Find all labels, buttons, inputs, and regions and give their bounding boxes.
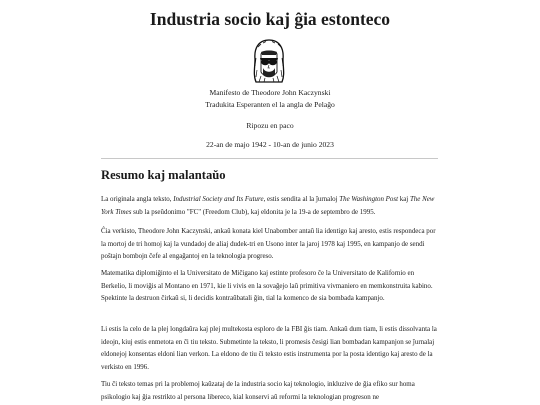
paragraph-topics: Tiu ĉi teksto temas pri la problemoj kaŭzataj de la industria socio kaj teknologio, inkluzive de ĝia efiko sur homa psikologio kaj ĝia restrikto al persona libereco, kial konservi aŭ reformi la teknologian progreson ne	[101, 380, 415, 401]
newspaper-title: The Washington Post	[339, 195, 398, 203]
paragraph-text: kaj	[398, 195, 410, 203]
newspaper-title: The New York Times	[101, 195, 435, 216]
status-line: Ripozu en paco	[246, 121, 294, 130]
paragraph-background: Matematika diplomiĝinto el la Universitato de Miĉigano kaj estinte profesoro ĉe la Universitato de Kalifornio en Berkelio, li moviĝis al Montano en 1971, kie li vivis en la sovaĝejo laŭ primitiva vivmaniero en memkonstruita kabino. Spektinte la destruon ĉirkaŭ si, li decidis kontraŭbatali ĝin, tial la komenco de sia bombada kampanjo.	[101, 269, 433, 303]
paragraph-text: sub la pseŭdonimo "FC" (Freedom Club), kaj eldonita je la 19-a de septembro de 1995.	[131, 207, 376, 216]
translation-line: Tradukita Esperanten el la angla de Pelaĝo	[205, 100, 335, 109]
section-heading: Resumo kaj malantaŭo	[101, 168, 226, 182]
paragraph-investigation: Li estis la celo de la plej longdaŭra kaj plej multekosta esploro de la FBI ĝis tiam. Ankaŭ dum tiam, li estis dissolvanta la ideojn, kiuj estis enmetota en ĉi tiu teksto. Submetinte la teksto, li promesis ĉesigi lian bombadan kampanjon se ĵurnalaj eldonejoj konsentas eldoni lian verkon. La eldono de tiu ĉi teksto estis instrumenta por la posta identigo kaj aresto de la verkisto en 1996.	[101, 325, 437, 371]
paragraph-origin	[101, 193, 441, 218]
author-line: Manifesto de Theodore John Kaczynski	[209, 88, 331, 97]
paragraph-text: La originala angla teksto,	[101, 195, 174, 203]
life-dates: 22-an de majo 1942 - 10-an de junio 2023	[206, 140, 334, 149]
paragraph-text: , estis sendita al la ĵurnaloj	[263, 195, 340, 203]
original-title: Industrial Society and Its Future	[173, 195, 264, 203]
document-title: Industria socio kaj ĝia estonteco	[149, 9, 391, 29]
paragraph-author: Ĉia verkisto, Theodore John Kaczynski, ankaŭ konata kiel Unabomber antaŭ lia identigo kaj aresto, estis respondeca por la mortoj de tri homoj kaj la vundadoj de aliaj dudek-tri en Usono inter la jaroj 1978 kaj 1995, en kampanjo de sendi poŝtajn bombojn ĉefe al engaĝantoj en la teknologia progreso.	[101, 227, 436, 261]
hooded-man-portrait-icon	[251, 38, 287, 86]
section-divider	[101, 158, 438, 159]
